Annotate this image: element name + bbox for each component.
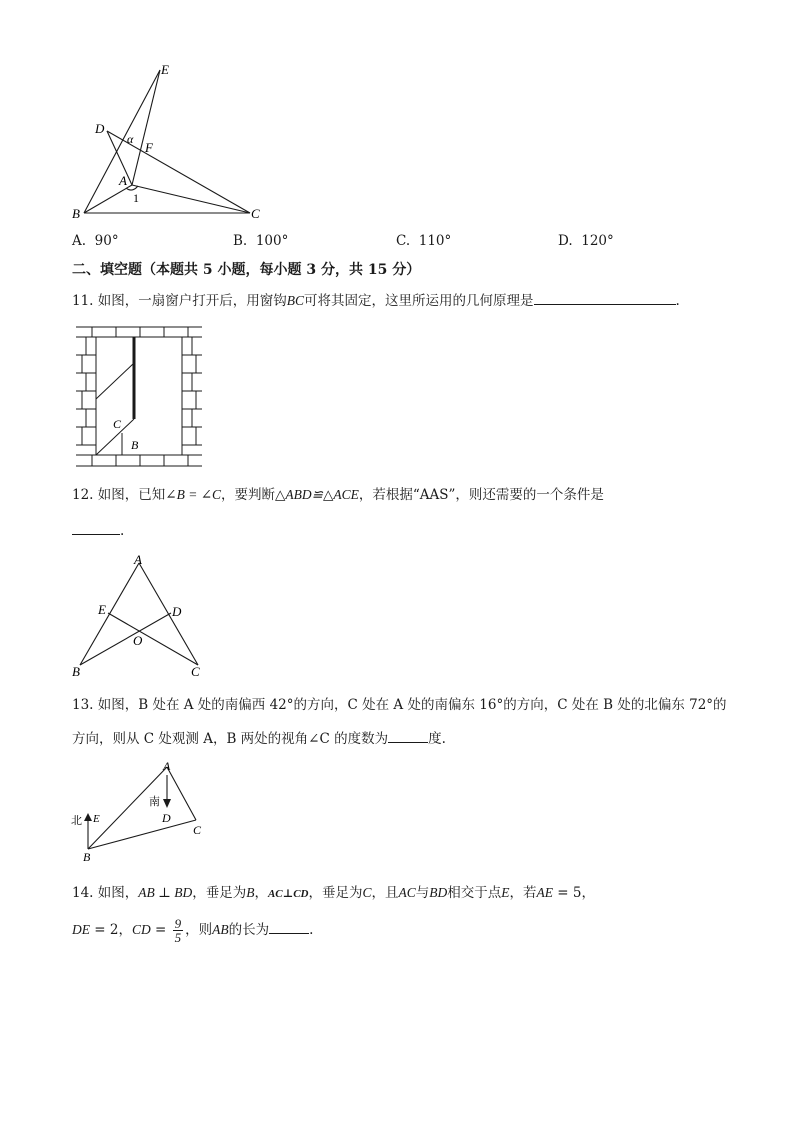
figure-q10-triangles: [60, 55, 290, 230]
section-2-heading: 二、填空题（本题共 5 小题，每小题 3 分，共 15 分）: [72, 262, 421, 278]
q11-text-before: 如图，一扇窗户打开后，用窗钩: [93, 293, 287, 309]
q13-line1: 13. 如图，B 处在 A 处的南偏西 42°的方向，C 处在 A 处的南偏东 16°的方向，C 处在 B 处的北偏东 72°的: [72, 697, 727, 713]
q12-end: .: [120, 523, 125, 539]
figure-q12-triangle: [64, 550, 214, 680]
q14-math-ae: AE: [536, 885, 554, 900]
q14-t6: 与: [415, 885, 430, 901]
figure-q13-bearing: [66, 755, 216, 865]
q11-end: .: [675, 293, 680, 309]
q14-t7: 相交于点: [447, 885, 502, 901]
q14-t13: 的长为: [228, 922, 270, 938]
q14-line1: [72, 883, 595, 904]
q13-line2-before: 方向，则从 C 处观测 A，B 两处的视角∠C 的度数为: [72, 731, 389, 747]
q13-fig-label-south: 南: [149, 795, 160, 808]
fig1-label-1: 1: [133, 191, 139, 205]
q10-option-a-letter: A.: [72, 233, 87, 249]
q10-option-a-text: 90°: [94, 233, 119, 249]
q14-math-ab: AB: [212, 922, 229, 937]
fig1-label-A: A: [119, 173, 127, 188]
fig1-label-E: E: [161, 62, 169, 77]
q10-option-d: [558, 233, 614, 249]
q12-fig-label-B: B: [72, 664, 80, 679]
q14-t4: ，垂足为: [308, 885, 363, 901]
q11-text-after: 可将其固定，这里所运用的几何原理是: [304, 293, 534, 309]
q10-option-b: [233, 233, 288, 249]
q12-text3: ，若根据“AAS”，则还需要的一个条件是: [358, 487, 604, 503]
q14-math-ab-perp-bd: AB ⊥ BD: [138, 885, 193, 900]
q10-option-d-text: 120°: [581, 233, 614, 249]
q14-t12: ，则: [185, 922, 213, 938]
q12-number: 12.: [72, 487, 94, 503]
figure-q11-window: [74, 325, 206, 470]
q12-answer-blank[interactable]: [72, 520, 120, 535]
q12-fig-label-D: D: [172, 604, 182, 619]
q14-t8: ，若: [509, 885, 537, 901]
q13-fig-label-north: 北: [71, 814, 82, 827]
q12-text2: ，要判断: [221, 487, 276, 503]
q11-answer-blank[interactable]: [534, 290, 676, 305]
q11-number: 11.: [72, 293, 94, 309]
q14-answer-blank[interactable]: [269, 919, 309, 934]
q14-math-de: DE: [72, 922, 90, 937]
q10-option-b-text: 100°: [255, 233, 289, 249]
q14-math-ac: AC: [398, 885, 416, 900]
q13-fig-label-D: D: [162, 811, 171, 825]
q14-t9: = 5，: [553, 885, 595, 901]
q13-fig-label-E: E: [93, 813, 100, 825]
q12-math2: △ABD≌△ACE: [275, 487, 359, 502]
q14-t2: ，垂足为: [192, 885, 247, 901]
q14-line2: [72, 912, 313, 948]
q14-number: 14.: [72, 885, 94, 901]
q10-option-b-letter: B.: [233, 233, 248, 249]
q14-math-c: C: [362, 885, 372, 900]
q14-t11: =: [150, 922, 171, 938]
q13-fig-label-A: A: [163, 759, 171, 773]
q14-t1: 如图，: [93, 885, 139, 901]
q14-math-bd: BD: [429, 885, 448, 900]
q12-fig-label-E: E: [98, 602, 106, 617]
q12-fig-label-C: C: [191, 664, 200, 679]
q11-fig-label-B: B: [131, 438, 139, 452]
q14-math-ac-perp-cd: AC⊥CD: [267, 888, 309, 900]
q13-answer-blank[interactable]: [388, 728, 428, 743]
q12-text1: 如图，已知: [93, 487, 166, 503]
q14-math-b: B: [246, 885, 255, 900]
fig1-label-B: B: [72, 206, 80, 221]
q11-text: [72, 290, 680, 311]
q13-line2-after: 度.: [428, 731, 446, 747]
q14-fraction: [173, 917, 184, 944]
q10-option-c: [396, 233, 451, 249]
q14-t3: ，: [254, 885, 268, 901]
q14-end: .: [309, 922, 314, 938]
q14-frac-num: 9: [174, 916, 182, 931]
q13-fig-label-B: B: [83, 850, 91, 864]
fig1-label-F: F: [145, 140, 153, 155]
q13-fig-label-C: C: [193, 823, 202, 837]
q13-line2: [72, 728, 446, 749]
q12-text: [72, 485, 604, 505]
q14-math-e: E: [501, 885, 510, 900]
q10-option-c-letter: C.: [396, 233, 411, 249]
q10-option-c-text: 110°: [418, 233, 452, 249]
fig1-label-D: D: [95, 121, 105, 136]
q12-fig-label-O: O: [133, 633, 143, 648]
q12-math1: ∠B = ∠C: [165, 487, 222, 502]
q14-t5: ，且: [371, 885, 399, 901]
fig1-label-alpha: α: [127, 132, 134, 146]
q11-math-bc: BC: [286, 293, 305, 308]
q11-fig-label-C: C: [113, 417, 122, 431]
q14-math-cd: CD: [131, 922, 151, 937]
q12-answer-line: [72, 520, 124, 541]
q10-option-a: [72, 233, 119, 249]
q12-fig-label-A: A: [134, 552, 142, 567]
q14-frac-den: 5: [174, 930, 182, 945]
q14-t10: = 2，: [90, 922, 132, 938]
fig1-label-C: C: [251, 206, 260, 221]
q10-option-d-letter: D.: [558, 233, 573, 249]
